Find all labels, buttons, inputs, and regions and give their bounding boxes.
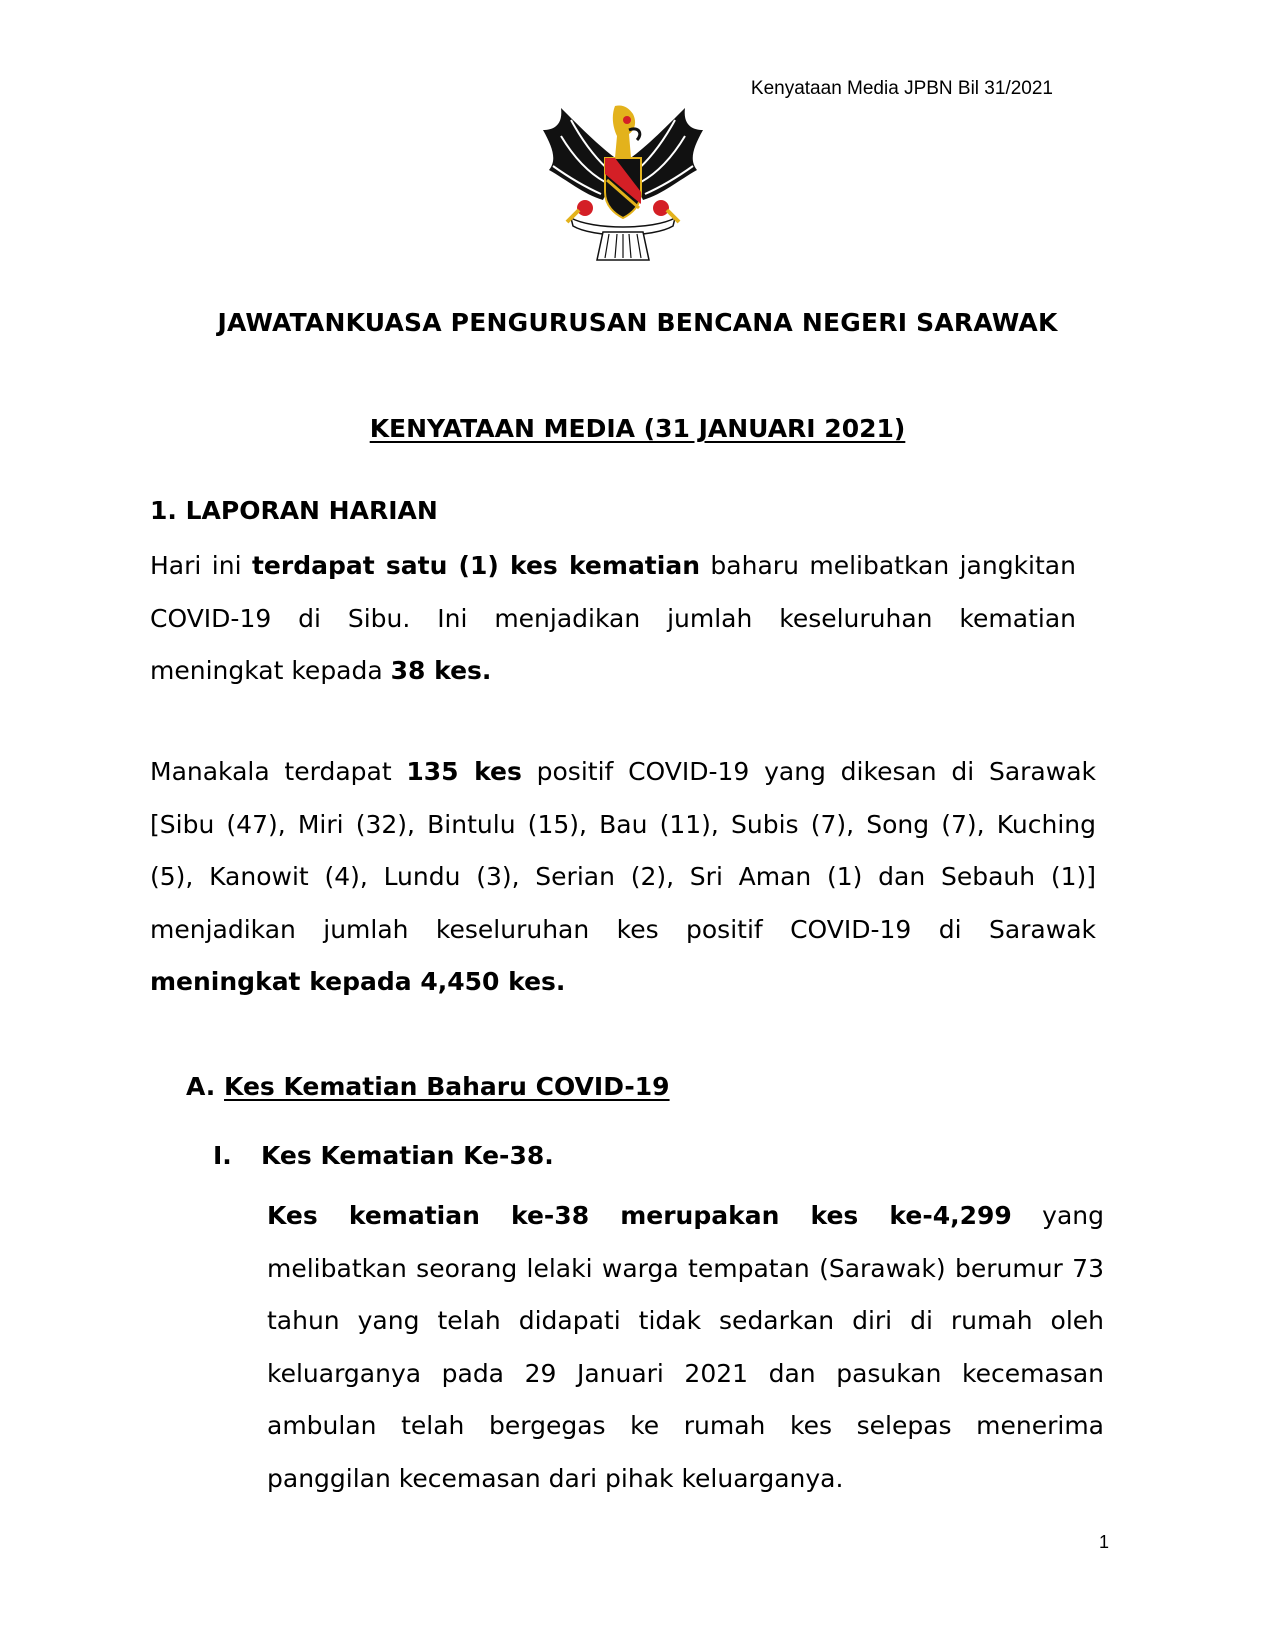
text: yang melibatkan seorang lelaki warga tempatan (Sarawak) berumur 73 tahun yang telah didapati tidak sedarkan diri di rumah oleh keluarganya pada 29 Januari 2021 dan pasukan kecemasan ambulan telah bergegas ke rumah kes selepas menerima panggilan kecemasan dari pihak keluarganya. — [267, 1201, 1105, 1493]
page-number: 1 — [1098, 1532, 1109, 1552]
sarawak-coat-of-arms-icon — [543, 100, 703, 270]
document-title — [0, 414, 1275, 443]
paragraph-death-report — [150, 540, 1076, 698]
subsection-prefix: A. — [186, 1072, 225, 1101]
document-reference: Kenyataan Media JPBN Bil 31/2021 — [750, 78, 1053, 99]
organization-title: JAWATANKUASA PENGURUSAN BENCANA NEGERI SARAWAK — [217, 308, 1058, 337]
text: Hari ini — [150, 551, 252, 580]
sub-subsection-title: Kes Kematian Ke-38. — [261, 1141, 554, 1170]
text: baharu melibatkan jangkitan COVID-19 di Sibu. Ini menjadikan jumlah keseluruhan kematian meningkat kepada — [150, 551, 1076, 685]
document-title-text: KENYATAAN MEDIA (31 JANUARI 2021) — [369, 414, 906, 443]
section-heading-daily-report: 1. LAPORAN HARIAN — [150, 496, 438, 525]
subsection-title: Kes Kematian Baharu COVID-19 — [224, 1072, 670, 1101]
paragraph-death-38-details — [267, 1190, 1104, 1505]
sub-subsection-heading-death-38 — [213, 1141, 554, 1170]
bold-text: meningkat kepada 4,450 kes. — [150, 967, 566, 996]
text: Manakala terdapat — [150, 757, 407, 786]
paragraph-positive-cases — [150, 746, 1096, 1009]
bold-text: Kes kematian ke-38 merupakan kes ke-4,299 — [267, 1201, 1012, 1230]
text: positif COVID-19 yang dikesan di Sarawak [Sibu (47), Miri (32), Bintulu (15), Bau (11), Subis (7), Song (7), Kuching (5), Kanowit (4), Lundu (3), Serian (2), Sri Aman (1) dan Sebauh (1)] menjadikan jumlah keseluruhan kes positif COVID-19 di Sarawak — [150, 757, 1096, 944]
bold-text: 38 kes. — [390, 656, 492, 685]
roman-numeral: I. — [213, 1141, 232, 1170]
bold-text: terdapat satu (1) kes kematian — [251, 551, 700, 580]
subsection-heading-new-deaths — [186, 1072, 670, 1101]
bold-text: 135 kes — [406, 757, 522, 786]
